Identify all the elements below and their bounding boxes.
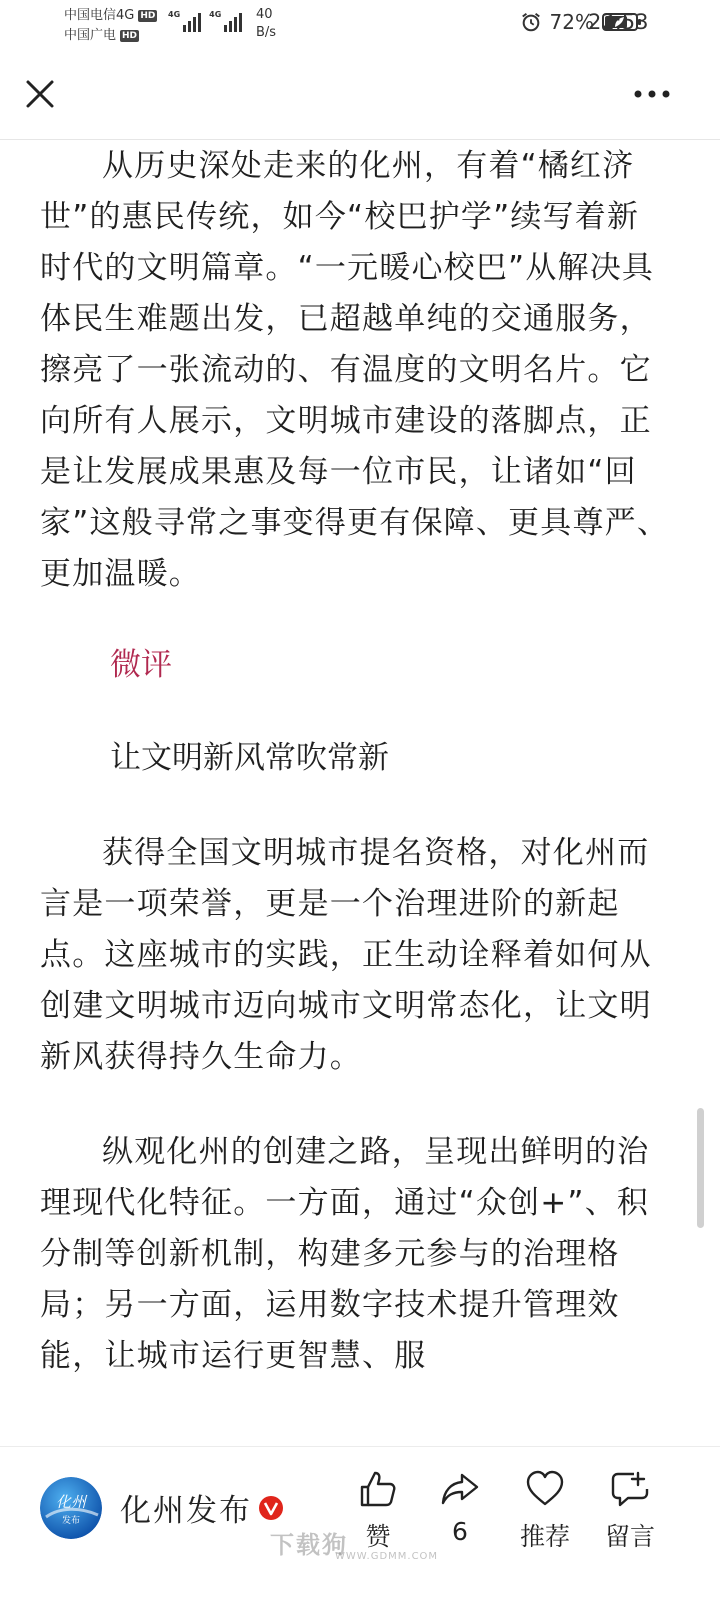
avatar-text: 化州: [55, 1493, 87, 1511]
recommend-label: 推荐: [519, 1522, 570, 1551]
nav-bar: [0, 48, 720, 140]
carrier-1: 中国电信4G: [64, 8, 135, 23]
hd-badge: HD: [140, 11, 156, 21]
close-icon[interactable]: [22, 76, 58, 112]
heart-icon: [525, 1469, 565, 1509]
share-count: 6: [452, 1517, 468, 1546]
alarm-icon: [520, 11, 542, 33]
hd-badge: HD: [122, 31, 138, 41]
share-arrow-icon: [440, 1469, 480, 1509]
network-tag: 4G: [209, 10, 222, 19]
verified-v-icon: [258, 1495, 284, 1521]
net-speed-unit: B/s: [256, 25, 277, 40]
scrollbar-thumb[interactable]: [697, 1108, 704, 1228]
article-paragraph: 从历史深处走来的化州，有着“橘红济世”的惠民传统，如今“校巴护学”续写着新时代的文明篇章。“一元暖心校巴”从解决具体民生难题出发，已超越单纯的交通服务，擦亮了一张流动的、有温度的文明名片。它向所有人展示，文明城市建设的落脚点，正是让发展成果惠及每一位市民，让诸如“回家”这般寻常之事变得更有保障、更具尊严、更加温暖。: [40, 148, 670, 592]
article-paragraph: 纵观化州的创建之路，呈现出鲜明的治理现代化特征。一方面，通过“众创+”、积分制等创新机制，构建多元参与的治理格局；另一方面，运用数字技术提升管理效能，让城市运行更智慧、服: [40, 1134, 650, 1374]
carrier-2: 中国广电: [64, 28, 117, 43]
carrier-info: [64, 6, 157, 46]
network-tag: 4G: [168, 10, 181, 19]
signal-icon: [209, 10, 242, 32]
comment-add-icon: [610, 1469, 650, 1509]
bottom-action-bar: [0, 1446, 720, 1600]
watermark-url: WWW.GDMM.COM: [335, 1551, 439, 1562]
thumbs-up-icon: [358, 1469, 398, 1509]
comment-button[interactable]: [590, 1469, 670, 1553]
like-button[interactable]: [338, 1469, 418, 1553]
status-bar: [0, 0, 720, 48]
article-subtitle: 让文明新风常吹常新: [110, 740, 389, 776]
recommend-button[interactable]: [505, 1469, 585, 1553]
avatar-logo-icon: [40, 1477, 102, 1539]
net-speed-value: 40: [256, 7, 273, 22]
section-heading: 微评: [110, 647, 172, 683]
clock: 22:53: [588, 10, 649, 34]
watermark: 下载狗: [270, 1531, 348, 1559]
signal-icon: [168, 10, 201, 32]
share-button[interactable]: [420, 1469, 500, 1546]
avatar[interactable]: [40, 1477, 102, 1539]
battery-percent: 72%: [549, 10, 594, 34]
article-body: [40, 140, 670, 1446]
network-speed: [256, 6, 276, 42]
svg-text:发布: 发布: [61, 1516, 81, 1526]
account-name[interactable]: 化州发布: [120, 1493, 252, 1529]
like-label: 赞: [365, 1522, 391, 1551]
article-paragraph: 获得全国文明城市提名资格，对化州而言是一项荣誉，更是一个治理进阶的新起点。这座城市的实践，正生动诠释着如何从创建文明城市迈向城市文明常态化，让文明新风获得持久生命力。: [40, 835, 652, 1075]
more-dots-icon[interactable]: [630, 82, 674, 106]
signal-strength-icons: [168, 10, 242, 32]
comment-label: 留言: [604, 1522, 655, 1551]
